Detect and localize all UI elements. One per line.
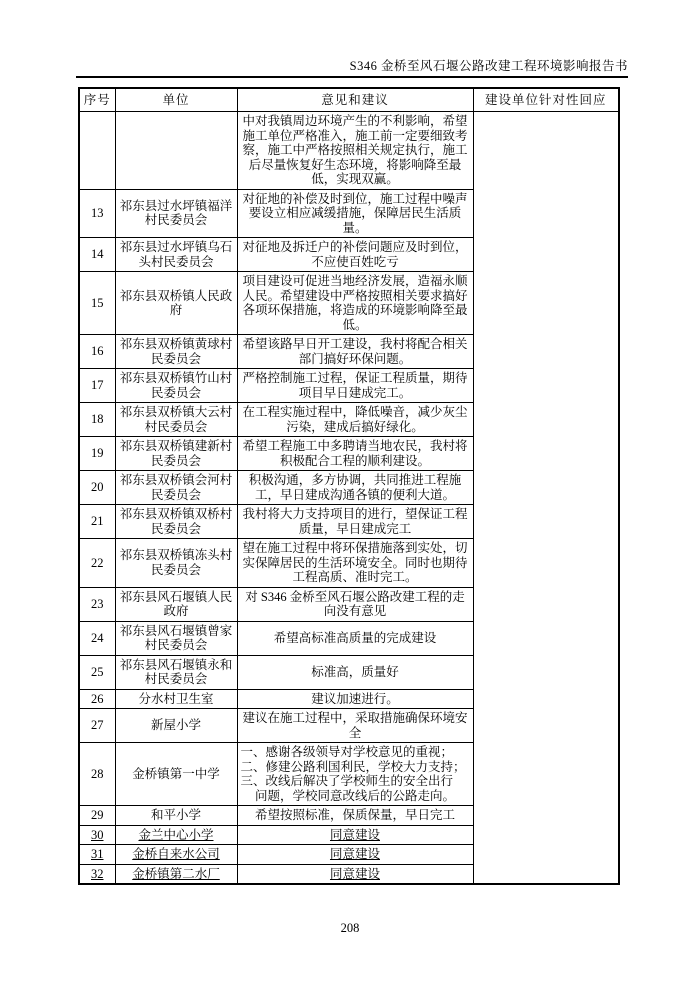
cell-opinion: 建议在施工过程中，采取措施确保环境安全 xyxy=(237,709,473,743)
cell-unit: 祁东县双桥镇人民政府 xyxy=(115,272,237,335)
cell-serial-number: 15 xyxy=(79,272,115,335)
cell-opinion: 同意建设 xyxy=(237,864,473,884)
cell-serial-number: 19 xyxy=(79,437,115,471)
cell-opinion: 我村将大力支持项目的进行，望保证工程质量，早日建成完工 xyxy=(237,505,473,539)
cell-unit: 和平小学 xyxy=(115,806,237,826)
cell-unit: 祁东县双桥镇双桥村民委员会 xyxy=(115,505,237,539)
cell-unit: 祁东县过水坪镇福洋村民委员会 xyxy=(115,189,237,238)
cell-unit xyxy=(115,112,237,190)
cell-unit: 金兰中心小学 xyxy=(115,825,237,845)
cell-opinion: 对 S346 金桥至风石堰公路改建工程的走向没有意见 xyxy=(237,587,473,621)
cell-serial-number: 22 xyxy=(79,539,115,588)
cell-opinion: 中对我镇周边环境产生的不利影响，希望施工单位严格准入，施工前一定要细致考察，施工中严格按照相关规定执行，施工后尽量恢复好生态环境，将影响降至最低，实现双赢。 xyxy=(237,112,473,190)
cell-unit: 祁东县双桥镇大云村村民委员会 xyxy=(115,403,237,437)
feedback-table xyxy=(78,87,620,885)
cell-opinion: 希望工程施工中多聘请当地农民，我村将积极配合工程的顺利建设。 xyxy=(237,437,473,471)
cell-serial-number xyxy=(79,112,115,190)
cell-serial-number: 16 xyxy=(79,335,115,369)
report-title: S346 金桥至风石堰公路改建工程环境影响报告书 xyxy=(349,59,628,73)
cell-serial-number: 30 xyxy=(79,825,115,845)
cell-serial-number: 31 xyxy=(79,845,115,865)
cell-unit: 祁东县双桥镇黄球村民委员会 xyxy=(115,335,237,369)
cell-unit: 新屋小学 xyxy=(115,709,237,743)
cell-opinion: 希望高标准高质量的完成建设 xyxy=(237,621,473,655)
opinion-line: 问题，学校同意改线后的公路走向。 xyxy=(254,788,455,803)
cell-serial-number: 25 xyxy=(79,655,115,689)
cell-serial-number: 29 xyxy=(79,806,115,826)
cell-opinion: 对征地的补偿及时到位，施工过程中噪声要设立相应减缓措施，保障居民生活质量。 xyxy=(237,189,473,238)
cell-unit: 金桥镇第一中学 xyxy=(115,743,237,806)
cell-serial-number: 23 xyxy=(79,587,115,621)
cell-serial-number: 18 xyxy=(79,403,115,437)
cell-response-merged xyxy=(473,112,619,885)
cell-unit: 祁东县风石堰镇永和村民委员会 xyxy=(115,655,237,689)
table-header-row xyxy=(79,88,619,112)
cell-unit: 祁东县双桥镇竹山村民委员会 xyxy=(115,369,237,403)
cell-serial-number: 24 xyxy=(79,621,115,655)
cell-unit: 祁东县双桥镇冻头村民委员会 xyxy=(115,539,237,588)
opinion-line: 一、感谢各级领导对学校意见的重视； xyxy=(240,745,454,759)
column-header-serial: 序号 xyxy=(79,88,115,112)
table-body xyxy=(79,112,619,885)
cell-opinion: 望在施工过程中将环保措施落到实处，切实保障居民的生活环境安全。同时也期待工程高质、准时完工。 xyxy=(237,539,473,588)
cell-opinion: 项目建设可促进当地经济发展，造福永顺人民。希望建设中严格按照相关要求搞好各项环保措施，将造成的环境影响降至最低。 xyxy=(237,272,473,335)
cell-serial-number: 17 xyxy=(79,369,115,403)
cell-serial-number: 32 xyxy=(79,864,115,884)
column-header-response: 建设单位针对性回应 xyxy=(473,88,619,112)
opinion-line: 二、修建公路利国利民，学校大力支持； xyxy=(240,759,466,774)
cell-unit: 金桥自来水公司 xyxy=(115,845,237,865)
page-number: 208 xyxy=(340,921,360,935)
cell-unit: 祁东县双桥镇建新村民委员会 xyxy=(115,437,237,471)
cell-opinion: 对征地及拆迁户的补偿问题应及时到位，不应使百姓吃亏 xyxy=(237,238,473,272)
opinion-line: 三、改线后解决了学校师生的安全出行 xyxy=(240,774,454,788)
cell-opinion: 积极沟通，多方协调，共同推进工程施工，早日建成沟通各镇的便利大道。 xyxy=(237,471,473,505)
cell-unit: 分水村卫生室 xyxy=(115,689,237,709)
cell-opinion: 严格控制施工过程，保证工程质量，期待项目早日建成完工。 xyxy=(237,369,473,403)
cell-unit: 金桥镇第二水厂 xyxy=(115,864,237,884)
header-rule xyxy=(76,76,628,78)
cell-opinion: 在工程实施过程中，降低噪音，减少灰尘污染，建成后搞好绿化。 xyxy=(237,403,473,437)
cell-unit: 祁东县风石堰镇曾家村民委员会 xyxy=(115,621,237,655)
cell-serial-number: 21 xyxy=(79,505,115,539)
cell-serial-number: 14 xyxy=(79,238,115,272)
column-header-opinion: 意见和建议 xyxy=(237,88,473,112)
cell-serial-number: 26 xyxy=(79,689,115,709)
cell-unit: 祁东县过水坪镇乌石头村民委员会 xyxy=(115,238,237,272)
cell-opinion: 同意建设 xyxy=(237,845,473,865)
column-header-unit: 单位 xyxy=(115,88,237,112)
cell-opinion: 希望按照标准，保质保量，早日完工 xyxy=(237,806,473,826)
cell-opinion: 希望该路早日开工建设，我村将配合相关部门搞好环保问题。 xyxy=(237,335,473,369)
table-row xyxy=(79,112,619,190)
cell-opinion xyxy=(237,743,473,806)
cell-serial-number: 28 xyxy=(79,743,115,806)
cell-opinion: 同意建设 xyxy=(237,825,473,845)
cell-serial-number: 20 xyxy=(79,471,115,505)
cell-opinion: 标准高，质量好 xyxy=(237,655,473,689)
cell-serial-number: 13 xyxy=(79,189,115,238)
cell-serial-number: 27 xyxy=(79,709,115,743)
cell-unit: 祁东县风石堰镇人民政府 xyxy=(115,587,237,621)
cell-unit: 祁东县双桥镇会河村民委员会 xyxy=(115,471,237,505)
cell-opinion: 建议加速进行。 xyxy=(237,689,473,709)
